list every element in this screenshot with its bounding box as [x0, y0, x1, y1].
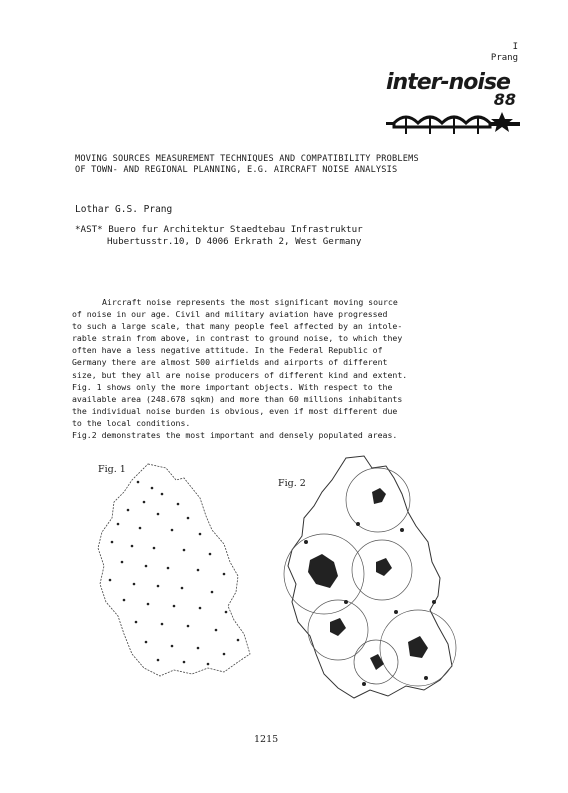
airfield-dots — [109, 481, 240, 666]
page-number: 1215 — [254, 734, 279, 745]
logo-wordmark: inter-noise — [386, 70, 510, 95]
corner-id-line-2: Prang — [490, 53, 518, 63]
body-line: often have a less negative attitude. In the Federal Republic of — [72, 345, 383, 356]
body-line: size, but they all are noise producers of different kind and extent. — [72, 369, 408, 380]
body-line: the individual noise burden is obvious, even if most different due — [72, 405, 398, 416]
affiliation-line-2: Hubertusstr.10, D 4006 Erkrath 2, West Germany — [107, 236, 362, 247]
author-name: Lothar G.S. Prang — [75, 204, 173, 215]
west-germany-outline — [98, 464, 250, 676]
corner-id — [491, 42, 518, 64]
body-line: to the local conditions. — [72, 417, 191, 428]
title-line-1: MOVING SOURCES MEASUREMENT TECHNIQUES AND COMPATIBILITY PROBLEMS — [75, 154, 419, 164]
figure-2-map — [276, 452, 466, 710]
corner-id-line-1: I — [512, 42, 518, 52]
figure-1-label: Fig. 1 — [98, 464, 126, 475]
figure-2-population-map — [276, 452, 466, 710]
paper-title — [75, 154, 515, 176]
figure-2-label: Fig. 2 — [278, 478, 306, 489]
conference-logo — [386, 70, 522, 136]
body-paragraph — [72, 296, 484, 441]
title-line-2: OF TOWN- AND REGIONAL PLANNING, E.G. AIRCRAFT NOISE ANALYSIS — [75, 165, 398, 175]
figure-1-map — [88, 458, 260, 680]
body-line: Fig. 1 shows only the more important objects. With respect to the — [72, 381, 393, 392]
body-line: to such a large scale, that many people feel affected by an intole- — [72, 321, 403, 332]
body-line: Aircraft noise represents the most significant moving source — [102, 297, 398, 307]
body-line: of noise in our age. Civil and military aviation have progressed — [72, 309, 388, 320]
body-line: Germany there are almost 500 airfields and airports of different — [72, 357, 388, 368]
figure-1-airfield-map — [88, 458, 260, 680]
body-line: rable strain from above, in contrast to ground noise, to which they — [72, 333, 403, 344]
body-line: Fig.2 demonstrates the most important and densely populated areas. — [72, 430, 398, 441]
author-affiliation — [75, 224, 363, 248]
body-line: available area (248.678 sqkm) and more than 60 millions inhabitants — [72, 393, 403, 404]
agglomeration-circles — [284, 468, 456, 686]
affiliation-line-1: *AST* Buero fur Architektur Staedtebau Infrastruktur — [75, 224, 363, 235]
logo-year: 88 — [493, 90, 516, 109]
bridge-emblem-icon — [386, 110, 522, 136]
